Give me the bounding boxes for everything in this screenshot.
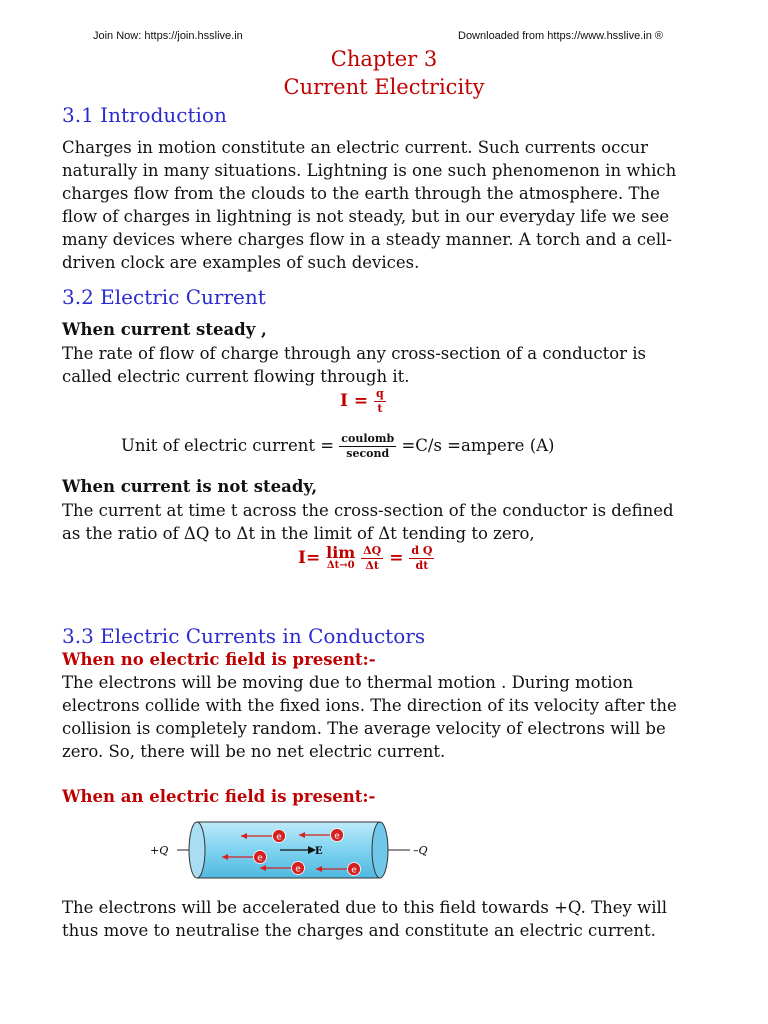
electron-label: e	[334, 831, 340, 842]
intro-line: many devices where charges flow in a steady manner. A torch and a cell-	[62, 230, 673, 249]
field-label: E	[315, 846, 323, 857]
no-field-line: The electrons will be moving due to thermal motion . During motion	[62, 673, 634, 692]
fraction-numerator: q	[376, 387, 384, 400]
limit-word: lim	[326, 542, 356, 562]
unsteady-heading: When current is not steady,	[62, 477, 318, 496]
unsteady-paragraph	[62, 499, 712, 545]
section-heading-introduction: 3.1 Introduction	[62, 103, 227, 127]
unsteady-line: The current at time t across the cross-section of the conductor is defined	[62, 501, 674, 520]
unit-fraction	[339, 432, 396, 461]
limit-fraction-derivative	[409, 544, 434, 573]
unit-equation	[121, 432, 554, 461]
limit-operator	[326, 542, 356, 572]
chapter-title: Current Electricity	[283, 75, 485, 99]
limit-equation-lhs: I=	[298, 548, 321, 568]
fraction-numerator: coulomb	[341, 432, 395, 445]
fraction-numerator: ΔQ	[363, 544, 382, 557]
fraction-denominator: second	[346, 447, 390, 460]
fraction-denominator: Δt	[365, 559, 380, 572]
field-line: thus move to neutralise the charges and constitute an electric current.	[62, 921, 656, 940]
no-field-paragraph	[62, 671, 712, 763]
limit-equation	[298, 544, 434, 573]
section-heading-conductors: 3.3 Electric Currents in Conductors	[62, 624, 426, 648]
unit-suffix: =C/s =ampere (A)	[401, 436, 555, 455]
intro-line: charges flow from the clouds to the earth through the atmosphere. The	[62, 184, 660, 203]
field-line: The electrons will be accelerated due to this field towards +Q. They will	[62, 898, 668, 917]
negative-charge-label: –Q	[413, 844, 428, 857]
positive-charge-label: +Q	[150, 844, 169, 857]
intro-line: Charges in motion constitute an electric current. Such currents occur	[62, 138, 649, 157]
electron-label: e	[257, 853, 263, 864]
equals-sign: =	[389, 548, 404, 568]
header-join-link[interactable]: Join Now: https://join.hsslive.in	[93, 30, 243, 42]
steady-line: called electric current flowing through it.	[62, 367, 410, 386]
current-equation-fraction	[374, 387, 386, 416]
fraction-numerator: d Q	[411, 544, 433, 557]
steady-line: The rate of flow of charge through any cross-section of a conductor is	[62, 344, 647, 363]
no-field-line: collision is completely random. The average velocity of electrons will be	[62, 719, 666, 738]
limit-fraction-delta	[361, 544, 383, 573]
fraction-denominator: t	[377, 402, 383, 415]
intro-line: naturally in many situations. Lightning is one such phenomenon in which	[62, 161, 677, 180]
limit-subscript: Δt→0	[326, 559, 355, 571]
unsteady-line: as the ratio of ΔQ to Δt in the limit of Δt tending to zero,	[62, 524, 535, 543]
intro-paragraph	[62, 136, 712, 274]
current-equation-lhs: I =	[340, 391, 369, 411]
chapter-number: Chapter 3	[330, 47, 438, 71]
steady-paragraph	[62, 342, 712, 388]
no-field-heading: When no electric field is present:-	[62, 650, 376, 669]
conductor-diagram	[140, 814, 440, 884]
intro-line: driven clock are examples of such devices.	[62, 253, 420, 272]
section-heading-electric-current: 3.2 Electric Current	[62, 285, 266, 309]
fraction-denominator: dt	[415, 559, 429, 572]
field-paragraph	[62, 896, 712, 942]
no-field-line: electrons collide with the fixed ions. The direction of its velocity after the	[62, 696, 677, 715]
steady-heading: When current steady ,	[62, 320, 267, 339]
no-field-line: zero. So, there will be no net electric current.	[62, 742, 446, 761]
field-heading: When an electric field is present:-	[62, 787, 376, 806]
unit-prefix: Unit of electric current =	[121, 436, 335, 455]
current-equation	[340, 387, 386, 416]
intro-line: flow of charges in lightning is not steady, but in our everyday life we see	[62, 207, 670, 226]
electron-label: e	[295, 864, 301, 875]
electron-label: e	[276, 832, 282, 843]
electron-label: e	[351, 865, 357, 876]
header-download-link[interactable]: Downloaded from https://www.hsslive.in ®	[458, 30, 663, 42]
